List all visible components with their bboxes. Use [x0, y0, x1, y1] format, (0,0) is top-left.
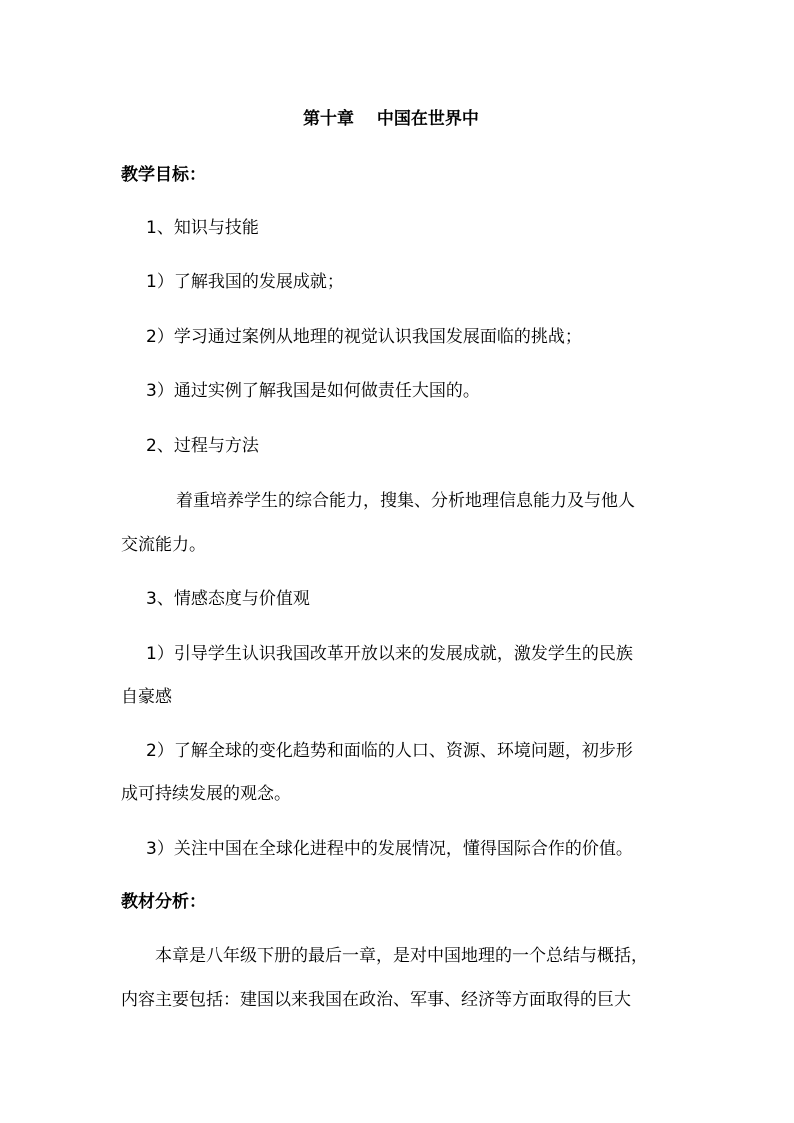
paragraph-line: 内容主要包括：建国以来我国在政治、军事、经济等方面取得的巨大	[121, 990, 631, 1010]
subheading-process-methods: 2、过程与方法	[146, 436, 259, 456]
subheading-knowledge-skills: 1、知识与技能	[146, 218, 259, 238]
paragraph-line: 着重培养学生的综合能力，搜集、分析地理信息能力及与他人	[176, 491, 635, 511]
knowledge-item: 3）通过实例了解我国是如何做责任大国的。	[146, 381, 480, 401]
knowledge-item: 1）了解我国的发展成就；	[146, 272, 344, 292]
section-heading-objectives: 教学目标：	[121, 165, 206, 185]
attitude-item-continuation: 自豪感	[121, 687, 172, 707]
attitude-item: 1）引导学生认识我国改革开放以来的发展成就，激发学生的民族	[146, 644, 633, 664]
paragraph-line: 本章是八年级下册的最后一章，是对中国地理的一个总结与概括，	[155, 946, 648, 966]
attitude-item-continuation: 成可持续发展的观念。	[121, 784, 291, 804]
attitude-item: 2）了解全球的变化趋势和面临的人口、资源、环境问题，初步形	[146, 741, 633, 761]
chapter-title: 第十章 中国在世界中	[303, 109, 479, 129]
attitude-item: 3）关注中国在全球化进程中的发展情况，懂得国际合作的价值。	[146, 839, 633, 859]
paragraph-line: 交流能力。	[121, 535, 206, 555]
section-heading-analysis: 教材分析：	[121, 892, 206, 912]
knowledge-item: 2）学习通过案例从地理的视觉认识我国发展面临的挑战；	[146, 327, 582, 347]
subheading-attitude-values: 3、情感态度与价值观	[146, 589, 310, 609]
